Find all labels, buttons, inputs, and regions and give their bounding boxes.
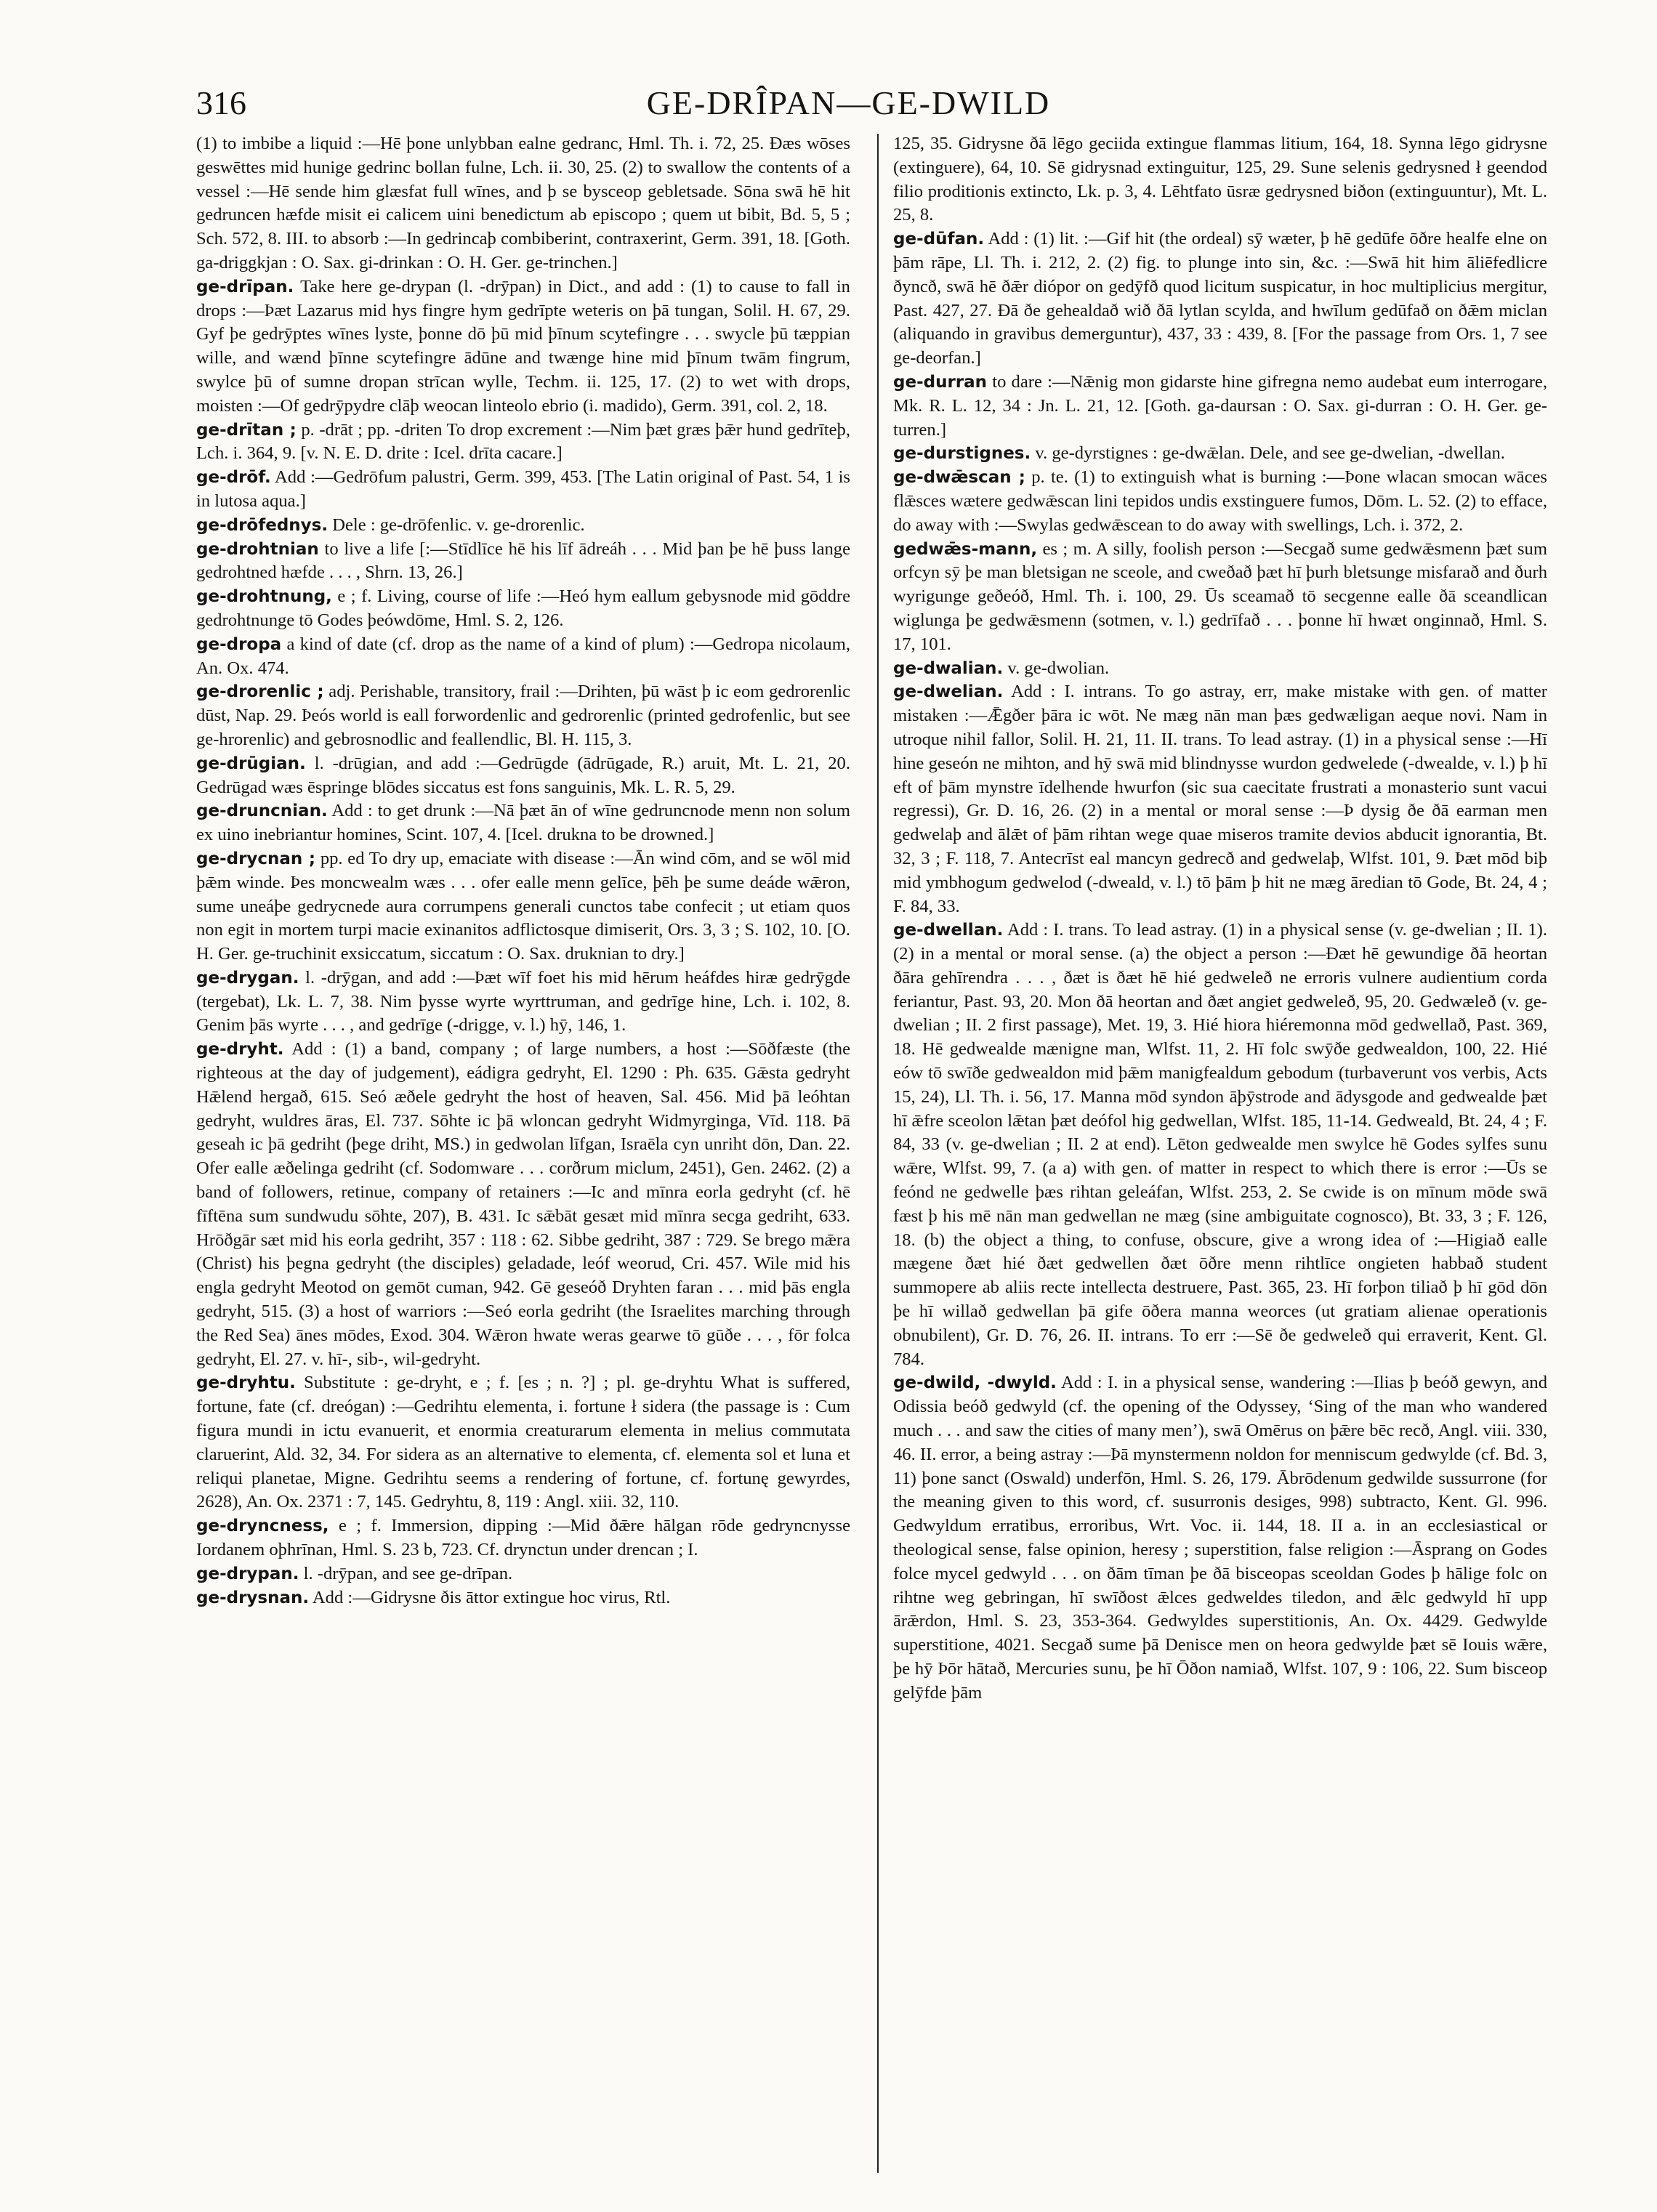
entry-text: l. -drūgian, and add :—Gedrūgde (ādrūgade, R.) aruit, Mt. L. 21, 20. Gedrūgad wæs ēspringe blōdes siccatus est fons sanguinis, Mk. L. R. 5, 29.	[196, 753, 850, 797]
entry-headword: ge-drygan.	[196, 968, 299, 988]
dictionary-entry	[196, 633, 850, 681]
entry-text: a kind of date (cf. drop as the name of a kind of plum) :—Gedropa nicolaum, An. Ox. 474.	[196, 634, 850, 678]
entry-text: v. ge-dwolian.	[1007, 658, 1110, 678]
entry-headword: ge-dwild, -dwyld.	[893, 1373, 1057, 1393]
entry-text: Add : to get drunk :—Nā þæt ān of wīne gedruncnode menn non solum ex uino inebriantur homines, Scint. 107, 4. [Icel. drukna to be drowned.]	[196, 801, 850, 845]
entry-headword: ge-drohtnung,	[196, 587, 332, 607]
column-divider	[877, 134, 879, 2173]
entry-text: to live a life [:—Stīdlīce hē his līf ādreáh . . . Mid þan þe hē þuss lange gedrohtned hæfde . . . , Shrn. 13, 26.]	[196, 538, 850, 583]
dictionary-entry	[893, 442, 1547, 466]
entry-text: p. te. (1) to extinguish what is burning :—Þone wlacan smocan wāces flǣsces wætere gedwǣscan lini tepidos undis exstinguere fumos, Dōm. L. 52. (2) to efface, do away with :—Swylas gedwǣscean to do away with swellings, Lch. i. 372, 2.	[893, 467, 1547, 535]
entry-headword: ge-dwalian.	[893, 658, 1004, 678]
entry-headword: ge-drypan.	[196, 1564, 299, 1583]
dictionary-entry	[196, 1586, 850, 1610]
entry-headword: ge-drōfednys.	[196, 515, 328, 535]
entry-headword: ge-durran	[893, 372, 988, 392]
dictionary-entry	[196, 466, 850, 514]
entry-text: adj. Perishable, transitory, frail :—Drihten, þū wāst þ ic eom gedrorenlic dūst, Nap. 29. Þeós world is eall forwordenlic and gedrorenlic (printed gedrofenlic, but see ge-hrorenlic) and gebrosnodlic and feallendlic, Bl. H. 115, 3.	[196, 682, 850, 749]
entry-headword: ge-dwelian.	[893, 682, 1004, 702]
entry-headword: ge-dropa	[196, 634, 282, 654]
dictionary-entry	[196, 1038, 850, 1371]
entry-headword: ge-dryhtu.	[196, 1373, 296, 1393]
dictionary-entry	[893, 680, 1547, 919]
entry-headword: ge-drohtnian	[196, 539, 319, 559]
running-header	[196, 80, 1501, 126]
entry-text: Add : I. intrans. To go astray, err, make mistake with gen. of matter mistaken :—Ǣgðer þāra ic wōt. Ne mæg nān man þæs gedwæligan aeque novi. Nam in utroque nihil fallor, Solil. H. 21, 11. II. trans. To lead astray. (1) in a physical sense :—Hī hine geseón ne mihton, and hȳ swā mid blindnysse wurdon gedwelede (-dwealde, v. l.) þ hī eft of þām mynstre īdelhende hwurfon (sic sua caecitate frustrati a monasterio sunt vacui regressi), Gr. D. 16, 26. (2) in a mental or moral sense :—Þ dysig ðe ðā earman men gedwelaþ and ālǣt of þām rihtan wege quae miseros tramite devios abducit ignorantia, Bt. 32, 3 ; F. 118, 7. Antecrīst eal mancyn gedrecð and gedwelaþ, Wlfst. 101, 9. Þæt mōd biþ mid ymbhogum gedwelod (-dweald, v. l.) tō þām þ hit ne mæg āredian tō Gode, Bt. 24, 4 ; F. 84, 33.	[893, 682, 1547, 916]
entry-text: e ; f. Immersion, dipping :—Mid ðǣre hālgan rōde gedryncnysse Iordanem oþhrīnan, Hml. S. 23 b, 723. Cf. drynctun under drencan ; I.	[196, 1516, 850, 1560]
dictionary-entry	[893, 466, 1547, 537]
left-entries	[196, 275, 850, 1610]
entry-text: es ; m. A silly, foolish person :—Secgað sume gedwǣsmenn þæt sum orfcyn sȳ þe man bletsigan ne sceole, and cweðað þæt hī þurh bletsunge misfarað and ðurh wyrigunge geðeóð, Hml. Th. i. 100, 29. Ūs sceamað tō secgenne ealle ðā sceandlican wiglunga þe gedwǣsmenn (sotmen, v. l.) gedrīfað . . . þonne hī hwæt onginnað, Hml. S. 17, 101.	[893, 538, 1547, 654]
entry-headword: ge-drysnan.	[196, 1588, 310, 1607]
dictionary-entry	[893, 919, 1547, 1371]
entry-headword: ge-drūgian.	[196, 754, 306, 773]
dictionary-entry	[196, 1514, 850, 1562]
entry-text: Add : I. in a physical sense, wandering :—Ilias þ beóð gewyn, and Odissia beóð gedwyld (cf. the opening of the Odyssey, ‘Sing of the man who wandered much . . . and saw the cities of many men’), swā Omērus on þǣre bēc recð, Angl. viii. 330, 46. II. error, a being astray :—Þā mynstermenn noldon for menniscum gedwylde (cf. Bd. 3, 11) þone sanct (Oswald) underfōn, Hml. S. 26, 179. Ābrōdenum gedwilde sussurrone (for the meaning given to this word, cf. susurronis desiges, 998) subtracto, Kent. Gl. 996. Gedwyldum erratibus, erroribus, Wrt. Voc. ii. 144, 18. II a. in an ecclesiastical or theological sense, false opinion, heresy ; superstition, false religion :—Āsprang on Godes folce mycel gedwyld . . . on ðām tīman þe ðā bisceopas sceoldan Godes þ hālige folc on rihtne weg gebringan, hī swīðost ǣlces gedweldes tiledon, and ǣlc gedwyld hī upp ārǣrdon, Hml. S. 23, 353-364. Gedwyldes superstitionis, An. Ox. 4429. Gedwylde superstitione, 4021. Secgað sume þā Denisce men on heora gedwylde þæt sē Iouis wǣre, þe hȳ Þōr hātað, Mercuries sunu, þe hī Ōðon namiað, Wlfst. 107, 9 : 106, 22. Sum bisceop gelȳfde þām	[893, 1373, 1547, 1703]
dictionary-entry	[196, 419, 850, 467]
entry-text: Add :—Gidrysne ðis āttor extingue hoc virus, Rtl.	[312, 1587, 671, 1607]
entry-headword: ge-dryht.	[196, 1040, 284, 1059]
entry-headword: ge-drorenlic ;	[196, 682, 324, 702]
entry-text: e ; f. Living, course of life :—Heó hym eallum gebysnode mid gōddre gedrohtnunge tō Godes þeówdōme, Hml. S. 2, 126.	[196, 586, 850, 630]
dictionary-entry	[196, 680, 850, 751]
left-column	[196, 132, 850, 2181]
entry-text: l. -drȳpan, and see ge-drīpan.	[303, 1563, 513, 1583]
entry-headword: ge-drīpan.	[196, 277, 294, 296]
dictionary-entry	[196, 1371, 850, 1514]
entry-headword: ge-dryncness,	[196, 1517, 329, 1536]
entry-text: to dare :—Nǣnig mon gidarste hine gifregna nemo audebat eum interrogare, Mk. R. L. 12, 34 : Jn. L. 21, 12. [Goth. ga-daursan : O. Sax. gi-durran : O. H. Ger. ge-turren.]	[893, 371, 1547, 440]
right-entries	[893, 227, 1547, 1705]
entry-text: Add :—Gedrōfum palustri, Germ. 399, 453. [The Latin original of Past. 54, 1 is in lutosa aqua.]	[196, 467, 850, 511]
dictionary-entry	[196, 585, 850, 633]
dictionary-entry	[196, 275, 850, 419]
entry-text: v. ge-dyrstignes : ge-dwǣlan. Dele, and see ge-dwelian, -dwellan.	[1035, 443, 1505, 464]
entry-headword: gedwǣs-mann,	[893, 539, 1038, 559]
dictionary-entry	[893, 371, 1547, 442]
entry-text: Take here ge-drypan (l. -drȳpan) in Dict., and add : (1) to cause to fall in drops :—Þæt Lazarus mid hys fingre hym gedrīpte weteris on þā tungan, Solil. H. 67, 29. Gyf þe gedrȳptes wīnes lyste, þonne dō þū mid þīnum scytefingre . . . swycle þū tæppian wille, and wænd þīnne scytefingre ādūne and twænge hine mid þīnum twām fingrum, swylce þū of sumne dropan strīcan wylle, Techm. ii. 125, 17. (2) to wet with drops, moisten :—Of gedrȳpydre clāþ weocan linteolo ebrio (i. madido), Germ. 391, col. 2, 18.	[196, 276, 850, 416]
entry-text: Dele : ge-drōfenlic. v. ge-drorenlic.	[332, 514, 585, 535]
entry-headword: ge-druncnian.	[196, 802, 328, 821]
dictionary-entry	[196, 847, 850, 966]
entry-headword: ge-dūfan.	[893, 230, 985, 249]
page-number: 316	[196, 84, 246, 121]
right-column	[893, 132, 1547, 2181]
entry-text: Substitute : ge-dryht, e ; f. [es ; n. ?] ; pl. ge-dryhtu What is suffered, fortune, fate (cf. dreógan) :—Gedrihtu elementa, i. fortune ł sidera (the passage is : Cum figura mundi in ictu evanuerit, et enormia creaturarum elementa in melius commutata claruerint, Ald. 32, 34. For sidera as an alternative to elementa, cf. elementa sol et luna et reliqui planetae, Migne. Gedrihtu seems a rendering of fortune, cf. fortunę gewyrdes, 2628), An. Ox. 2371 : 7, 145. Gedryhtu, 8, 119 : Angl. xiii. 32, 110.	[196, 1373, 850, 1512]
left-column-continuation: (1) to imbibe a liquid :—Hē þone unlybban ealne gedranc, Hml. Th. i. 72, 25. Ðæs wōses geswēttes mid hunige gedrinc bollan fulne, Lch. ii. 30, 25. (2) to swallow the contents of a vessel :—Hē sende him glæsfat full wīnes, and þ se bysceop gebletsade. Sōna swā hē hit gedruncen hæfde misit ei calicem uini benedictum ab episcopo ; quem ut bibit, Bd. 5, 5 ; Sch. 572, 8. III. to absorb :—In gedrincaþ combiberint, contraxerint, Germ. 391, 18. [Goth. ga-driggkjan : O. Sax. gi-drinkan : O. H. Ger. ge-trinchen.]	[196, 134, 850, 273]
dictionary-entry	[196, 1562, 850, 1586]
dictionary-entry	[196, 799, 850, 847]
entry-text: p. -drāt ; pp. -driten To drop excrement :—Nim þæt græs þǣr hund gedrīteþ, Lch. i. 364, 9. [v. N. E. D. drite : Icel. drīta cacare.]	[196, 419, 850, 464]
dictionary-entry	[893, 538, 1547, 657]
entry-headword: ge-durstignes.	[893, 444, 1031, 464]
dictionary-entry	[893, 1371, 1547, 1705]
page-headword: GE-DRÎPAN—GE-DWILD	[646, 84, 1051, 121]
entry-headword: ge-drycnan ;	[196, 849, 316, 868]
dictionary-entry	[196, 538, 850, 586]
entry-text: l. -drȳgan, and add :—Þæt wīf foet his mid hērum heáfdes hiræ gedrȳgde (tergebat), Lk. L. 7, 38. Nim þysse wyrte wyrttruman, and gedrīge hine, Lch. i. 102, 8. Genim þās wyrte . . . , and gedrīge (-drigge, v. l.) hȳ, 146, 1.	[196, 967, 850, 1036]
dictionary-entry	[893, 657, 1547, 681]
dictionary-entry	[196, 514, 850, 538]
entry-text: Add : (1) lit. :—Gif hit (the ordeal) sȳ wæter, þ hē gedūfe ōðre healfe elne on þām rāpe, Ll. Th. i. 212, 2. (2) fig. to plunge into sin, &c. :—Swā hit him āliēfedlicre ðyncð, swā hē ðǣr diópor on gedȳfð quod licitum suspicatur, in hoc multiplicius mergitur, Past. 427, 27. Ðā ðe gehealdað wið ðā lytlan scylda, and hwīlum gedūfað on ðǣm miclan (aliquando in gravibus demerguntur), 437, 33 : 439, 8. [For the passage from Ors. 1, 7 see ge-deorfan.]	[893, 229, 1547, 368]
entry-text: Add : (1) a band, company ; of large numbers, a host :—Sōðfæste (the righteous at the day of judgement), eádigra gedryht, El. 1290 : Ph. 635. Gǣsta gedryht Hǣlend hergað, 615. Seó æðele gedryht the host of heaven, Sal. 456. Mid þā leóhtan gedryht, wuldres āras, El. 737. Sōhte ic þā wloncan gedryht Widmyrginga, Vīd. 118. Þā geseah ic þā gedriht (þege driht, MS.) in gedwolan līfgan, Israēla cyn unriht dōn, Dan. 22. Ofer ealle æðelinga gedriht (cf. Sodomware . . . corðrum miclum, 2451), Gen. 2462. (2) a band of followers, retinue, company of retainers :—Ic and mīnra eorla gedryht (cf. hē fīftēna sum sundwudu sōhte, 207), B. 431. Ic sǣbāt gesæt mid mīnra secga gedriht, 633. Hrōðgār sæt mid his eorla gedriht, 357 : 118 : 62. Sibbe gedriht, 387 : 729. Se brego mǣra (Christ) his þegna gedryht (the disciples) geladade, leóf weorud, Cri. 457. Wile mid his engla gedryht Meotod on gemōt cuman, 942. Gē geseóð Dryhten faran . . . mid þās engla gedryht, 515. (3) a host of warriors :—Seó eorla gedriht (the Israelites marching through the Red Sea) ānes mōdes, Exod. 304. Wǣron hwate weras gearwe tō gūðe . . . , fōr folca gedryht, El. 27. v. hī-, sib-, wil-gedryht.	[196, 1039, 850, 1369]
dictionary-entry	[196, 752, 850, 800]
dictionary-entry	[893, 227, 1547, 371]
entry-text: pp. ed To dry up, emaciate with disease :—Ān wind cōm, and se wōl mid þǣm winde. Þes moncwealm wæs . . . ofer ealle menn gelīce, þēh þe sume deáde wǣron, sume uneáþe gedrycnede aura corrumpens generali cunctos tabe confecit ; ut etiam quos non egit in mortem turpi macie exinanitos adflictosque dimiserit, Ors. 3, 3 ; S. 102, 10. [O. H. Ger. ge-truchinit exsiccatum, siccatum : O. Sax. druknian to dry.]	[196, 848, 850, 964]
dictionary-entry	[196, 966, 850, 1038]
right-column-continuation: 125, 35. Gidrysne ðā lēgo geciida extingue flammas litium, 164, 18. Synna lēgo gidrysne (extinguere), 64, 10. Sē gidrysnad extinguitur, 125, 29. Sune selenis gedrysned ł geendod filio proditionis extincto, Lk. p. 3, 4. Lēhtfato ūsræ gedrysned biðon (extinguuntur), Mt. L. 25, 8.	[893, 134, 1547, 225]
entry-headword: ge-drōf.	[196, 468, 271, 488]
entry-text: Add : I. trans. To lead astray. (1) in a physical sense (v. ge-dwelian ; II. 1). (2) in a mental or moral sense. (a) the object a person :—Ðæt hē gewundige ðā heortan ðāra gehīrendra . . . , ðæt is ðæt hē hié gedweleð ne erroris vulnere audientium corda feriantur, Past. 93, 20. Mon ðā heortan and ðæt angiet gedweleð, 95, 20. Gedwæleð (v. ge-dwelian ; II. 2 first passage), Met. 19, 3. Hié hiora hiéremonna mōd gedwellað, Past. 369, 18. Hē gedwealde mænigne man, Wlfst. 11, 2. Hī folc swȳðe gedwealdon, 100, 22. Hié eów tō swīðe gedwealdon mid þǣm manigfealdum gebodum (turbaverunt vos verbis, Acts 15, 24), Ll. Th. i. 56, 17. Manna mōd syndon āþȳstrode and ādysgode and gedwealde þæt hī ǣfre sceolon lǣtan þæt deófol hig gedwellan, Wlfst. 185, 11-14. Gedweald, Bt. 24, 4 ; F. 84, 33 (v. ge-dwelian ; II. 2 at end). Lēton gedwealde men swylce hē Godes sylfes sunu wǣre, Wlfst. 99, 7. (a a) with gen. of matter in respect to which there is error :—Ūs se feónd ne gedwelle þæs rihtan geleáfan, Wlfst. 253, 2. Se cwide is on mīnum mōde swā fæst þ his mē nān man gedwellan ne mæg (sine ambiguitate cognosco), Bt. 33, 3 ; F. 126, 18. (b) the object a thing, to confuse, obscure, give a wrong idea of :—Higiað ealle mægene ðæt hié ðæt gedwellen ðæt ōðre menn rihtlīce ongieten habbað student summopere ab aliis recte intellecta destruere, Past. 365, 23. Hī forþon tiliað þ hī gōd dōn þe hī willað gedwellan þā gife ōðera manna weorces (ut gratiam alienae operationis obnubilent), Gr. D. 76, 26. II. intrans. To err :—Sē ðe gedweleð qui erraverit, Kent. Gl. 784.	[893, 920, 1547, 1369]
entry-headword: ge-dwǣscan ;	[893, 468, 1025, 488]
entry-headword: ge-drītan ;	[196, 420, 297, 440]
entry-headword: ge-dwellan.	[893, 921, 1004, 940]
